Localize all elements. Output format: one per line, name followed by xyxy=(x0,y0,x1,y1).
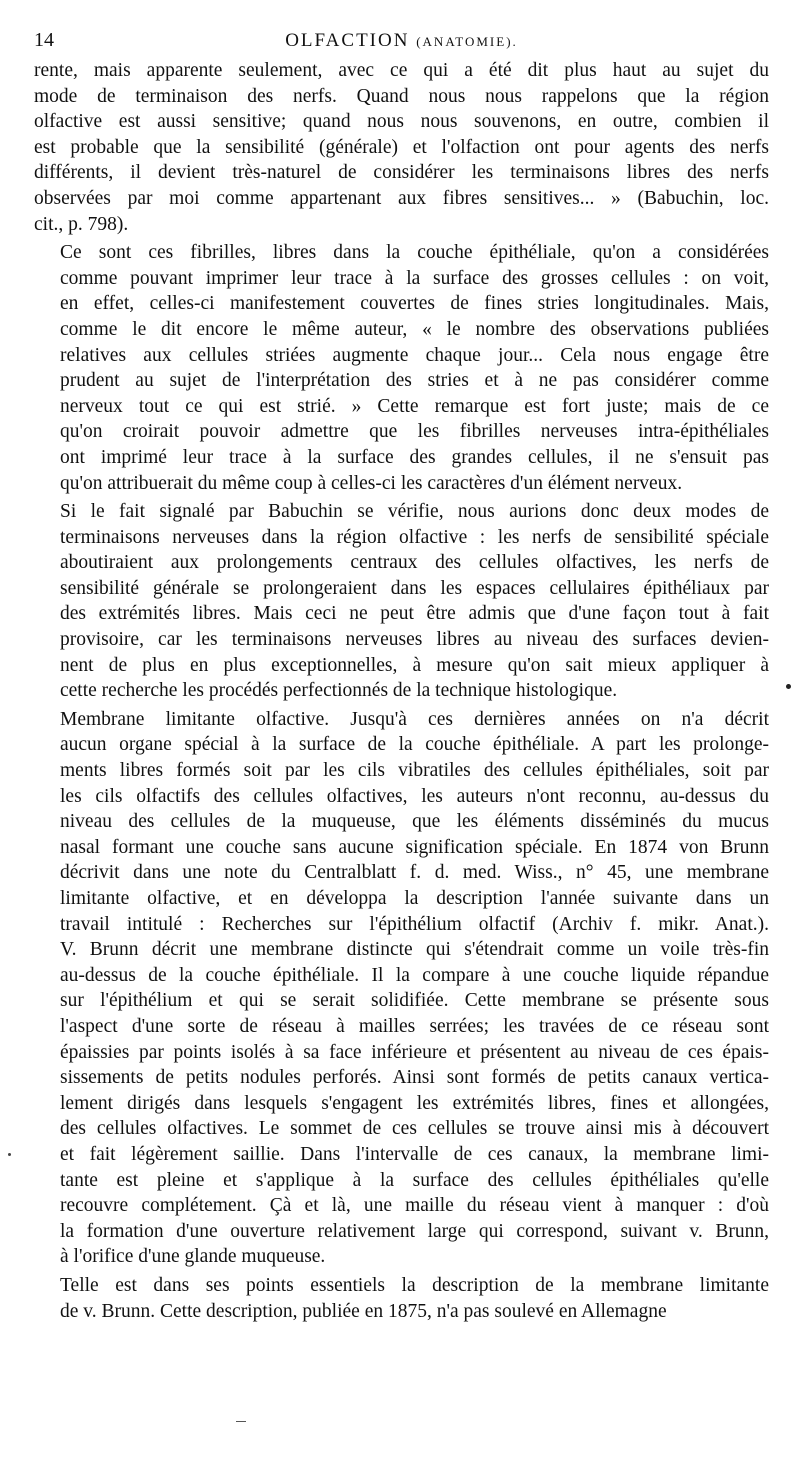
page xyxy=(34,28,769,1324)
text-line: tante est pleine et s'applique à la surface des cellules épithéliales qu'elle xyxy=(60,1169,769,1191)
text-line: aboutiraient aux prolongements centraux des cellules olfactives, les nerfs de xyxy=(60,552,769,574)
text-line: à l'orifice d'une glande muqueuse. xyxy=(60,1246,326,1268)
text-line: mode de terminaison des nerfs. Quand nous nous rappelons que la région xyxy=(34,85,769,107)
page-number: 14 xyxy=(34,29,54,51)
text-line: recouvre complétement. Çà et là, une maille du réseau vient à manquer : d'où xyxy=(60,1195,769,1217)
text-line: nent de plus en plus exceptionnelles, à mesure qu'on sait mieux appliquer à xyxy=(60,654,769,676)
margin-mark xyxy=(786,684,791,689)
text-line: nasal formant une couche sans aucune signification spéciale. En 1874 von Brunn xyxy=(60,836,769,858)
text-line: aucun organe spécial à la surface de la couche épithéliale. A part les prolonge- xyxy=(60,734,769,756)
text-line: épaissies par points isolés à sa face inférieure et présentent au niveau de ces épais- xyxy=(60,1041,769,1063)
page-header xyxy=(34,28,769,58)
text-line: olfactive est aussi sensitive; quand nous nous souvenons, en outre, combien il xyxy=(34,111,769,133)
text-line: cette recherche les procédés perfectionnés de la technique histologique. xyxy=(60,680,618,702)
running-title xyxy=(34,28,769,55)
text-line: sur l'épithélium et qui se serait solidifiée. Cette membrane se présente sous xyxy=(60,990,769,1012)
text-line: ments libres formés soit par les cils vibratiles des cellules épithéliales, soit par xyxy=(60,760,769,782)
text-line: rente, mais apparente seulement, avec ce qui a été dit plus haut au sujet du xyxy=(34,60,769,81)
paragraph xyxy=(34,58,769,237)
text-line: limitante olfactive, et en développa la description l'année suivante dans un xyxy=(60,888,769,909)
body-text xyxy=(34,58,769,1324)
text-line: nerveux tout ce qui est strié. » Cette remarque est fort juste; mais de ce xyxy=(60,395,769,417)
text-line: niveau des cellules de la muqueuse, que les éléments disséminés du mucus xyxy=(60,811,769,833)
text-line: ont imprimé leur trace à la surface des grandes cellules, il ne s'ensuit pas xyxy=(60,446,769,468)
text-line: travail intitulé : Recherches sur l'épithélium olfactif (Archiv f. mikr. Anat.). xyxy=(60,913,769,935)
text-line: provisoire, car les terminaisons nerveuses libres au niveau des surfaces devien- xyxy=(60,629,769,651)
text-line: la formation d'une ouverture relativement large qui correspond, suivant v. Brunn, xyxy=(60,1220,769,1242)
paragraph xyxy=(34,240,769,496)
text-line: prudent au sujet de l'interprétation des stries et à ne pas considérer comme xyxy=(60,370,769,392)
text-line: des extrémités libres. Mais ceci ne peut être admis que d'une façon tout à fait xyxy=(60,603,769,625)
text-line: de v. Brunn. Cette description, publiée en 1875, n'a pas soulevé en Allemagne xyxy=(60,1300,667,1322)
text-line: cit., p. 798). xyxy=(34,213,129,235)
text-line: sensibilité générale se prolongeraient dans les espaces cellulaires épithéliaux par xyxy=(60,577,769,599)
text-line: et fait légèrement saillie. Dans l'intervalle de ces canaux, la membrane limi- xyxy=(60,1143,769,1165)
text-line: Membrane limitante olfactive. Jusqu'à ces dernières années on n'a décrit xyxy=(60,708,769,730)
text-line: qu'on attribuerait du même coup à celles-ci les caractères d'un élément nerveux. xyxy=(60,472,683,494)
paragraph xyxy=(34,499,769,704)
text-line: en effet, celles-ci manifestement couvertes de fines stries longitudinales. Mais, xyxy=(60,293,769,315)
text-line: au-dessus de la couche épithéliale. Il la compare à une couche liquide répandue xyxy=(60,964,769,986)
text-line: comme le dit encore le même auteur, « le nombre des observations publiées xyxy=(60,318,769,340)
text-line: des cellules olfactives. Le sommet de ces cellules se trouve ainsi mis à découvert xyxy=(60,1118,769,1140)
text-line: V. Brunn décrit une membrane distincte qui s'étendrait comme un voile très-fin xyxy=(60,939,769,961)
paragraph xyxy=(34,1273,769,1324)
margin-mark-2 xyxy=(8,1153,11,1156)
running-title-main: OLFACTION xyxy=(285,30,410,51)
text-line: est probable que la sensibilité (générale) et l'olfaction ont pour agents des nerfs xyxy=(34,136,769,158)
text-line: décrivit dans une note du Centralblatt f. d. med. Wiss., n° 45, une membrane xyxy=(60,862,769,884)
text-line: relatives aux cellules striées augmente chaque jour... Cela nous engage être xyxy=(60,344,769,366)
text-line: qu'on croirait pouvoir admettre que les fibrilles nerveuses intra-épithéliales xyxy=(60,421,769,443)
text-line: Telle est dans ses points essentiels la description de la membrane limitante xyxy=(60,1274,769,1296)
text-line: différents, il devient très-naturel de considérer les terminaisons libres des nerfs xyxy=(34,162,769,184)
running-title-sub: (ANATOMIE). xyxy=(416,34,518,49)
text-line: observées par moi comme appartenant aux fibres sensitives... » (Babuchin, loc. xyxy=(34,187,769,209)
footer-mark xyxy=(236,1421,246,1422)
text-line: lement dirigés dans lesquels s'engagent les extrémités libres, fines et allongées, xyxy=(60,1092,769,1114)
text-line: Ce sont ces fibrilles, libres dans la couche épithéliale, qu'on a considérées xyxy=(60,242,769,264)
text-line: sissements de petits nodules perforés. Ainsi sont formés de petits canaux vertica- xyxy=(60,1067,769,1089)
text-line: Si le fait signalé par Babuchin se vérifie, nous aurions donc deux modes de xyxy=(60,501,769,523)
text-line: l'aspect d'une sorte de réseau à mailles serrées; les travées de ce réseau sont xyxy=(60,1015,769,1037)
text-line: comme pouvant imprimer leur trace à la surface des grosses cellules : on voit, xyxy=(60,267,769,289)
paragraph xyxy=(34,707,769,1270)
text-line: les cils olfactifs des cellules olfactives, les auteurs n'ont reconnu, au-dessus du xyxy=(60,785,769,807)
text-line: terminaisons nerveuses dans la région olfactive : les nerfs de sensibilité spéciale xyxy=(60,526,769,548)
